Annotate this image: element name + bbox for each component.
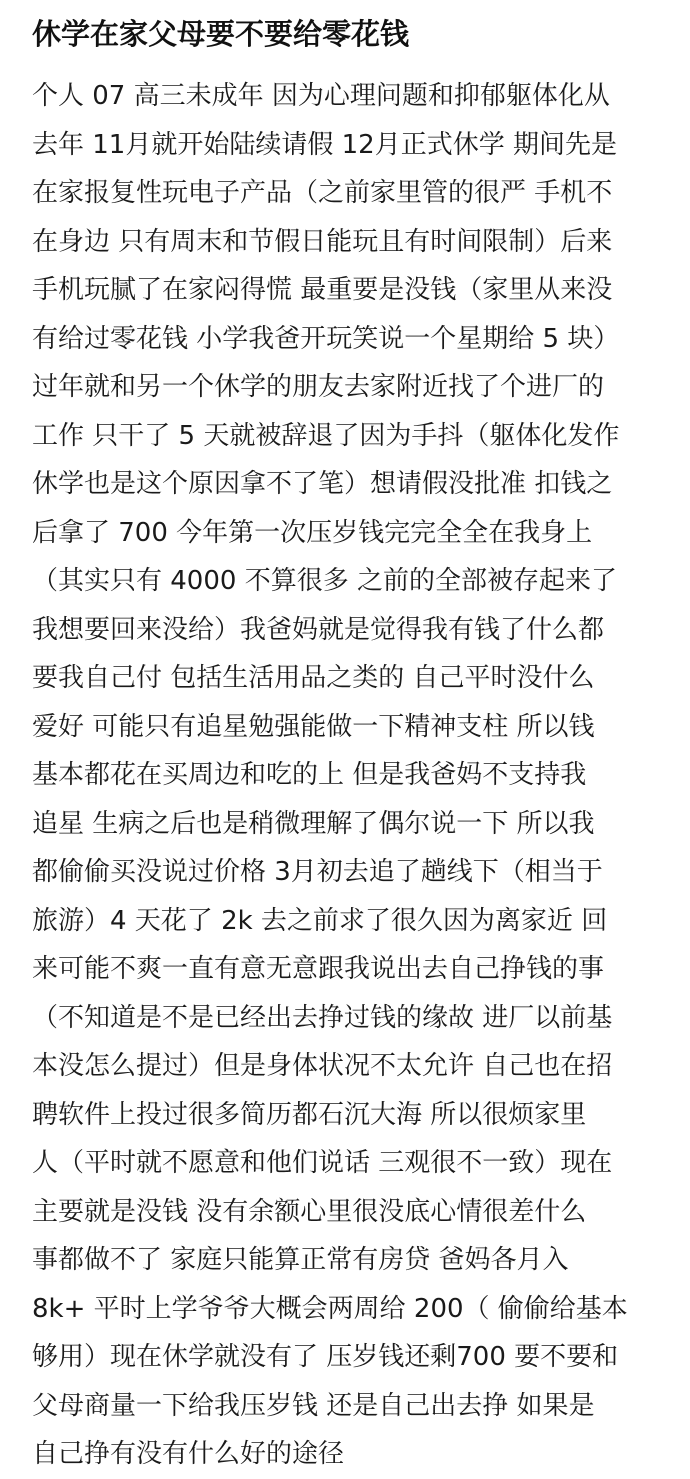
body-line: 后拿了 700 今年第一次压岁钱完完全全在我身上 <box>32 517 593 548</box>
body-line: （其实只有 4000 不算很多 之前的全部被存起来了 <box>32 566 617 596</box>
body-line: 工作 只干了 5 天就被辞退了因为手抖（躯体化发作 <box>32 420 620 451</box>
body-line: 在家报复性玩电子产品（之前家里管的很严 手机不 <box>32 178 613 208</box>
body-line: 都偷偷买没说过价格 3月初去追了趟线下（相当于 <box>32 857 603 887</box>
body-line: 有给过零花钱 小学我爸开玩笑说一个星期给 5 块） <box>32 323 620 354</box>
body-line: 手机玩腻了在家闷得慌 最重要是没钱（家里从来没 <box>32 275 613 305</box>
body-line: 自己挣有没有什么好的途径 <box>32 1439 345 1469</box>
body-line: 要我自己付 包括生活用品之类的 自己平时没什么 <box>32 663 595 693</box>
body-line: 父母商量一下给我压岁钱 还是自己出去挣 如果是 <box>32 1390 595 1421</box>
body-line: 我想要回来没给）我爸妈就是觉得我有钱了什么都 <box>32 614 605 645</box>
body-line: 旅游）4 天花了 2k 去之前求了很久因为离家近 回 <box>32 905 608 936</box>
body-line: （不知道是不是已经出去挣过钱的缘故 进厂以前基 <box>32 1002 613 1033</box>
body-line: 够用）现在休学就没有了 压岁钱还剩700 要不要和 <box>32 1342 619 1372</box>
body-line: 个人 07 高三未成年 因为心理问题和抑郁躯体化从 <box>32 81 610 111</box>
body-line: 聘软件上投过很多简历都石沉大海 所以很烦家里 <box>32 1099 587 1130</box>
body-line: 事都做不了 家庭只能算正常有房贷 爸妈各月入 <box>32 1245 569 1275</box>
body-line: 本没怎么提过）但是身体状况不太允许 自己也在招 <box>32 1051 613 1081</box>
body-line: 休学也是这个原因拿不了笔）想请假没批准 扣钱之 <box>32 469 613 499</box>
body-line: 8k+ 平时上学爷爷大概会两周给 200（ 偷偷给基本 <box>32 1293 628 1324</box>
body-line: 人（平时就不愿意和他们说话 三观很不一致）现在 <box>32 1148 613 1178</box>
body-line: 去年 11月就开始陆续请假 12月正式休学 期间先是 <box>32 129 617 160</box>
body-line: 来可能不爽一直有意无意跟我说出去自己挣钱的事 <box>32 954 605 984</box>
body-line: 在身边 只有周末和节假日能玩且有时间限制）后来 <box>32 226 613 257</box>
body-line: 主要就是没钱 没有余额心里很没底心情很差什么 <box>32 1196 587 1227</box>
post-title: 休学在家父母要不要给零花钱 <box>32 17 410 51</box>
body-line: 基本都花在买周边和吃的上 但是我爸妈不支持我 <box>32 760 587 790</box>
post-body <box>32 72 662 1479</box>
body-line: 追星 生病之后也是稍微理解了偶尔说一下 所以我 <box>32 808 595 839</box>
body-line: 爱好 可能只有追星勉强能做一下精神支柱 所以钱 <box>32 711 595 742</box>
body-line: 过年就和另一个休学的朋友去家附近找了个进厂的 <box>32 372 605 402</box>
